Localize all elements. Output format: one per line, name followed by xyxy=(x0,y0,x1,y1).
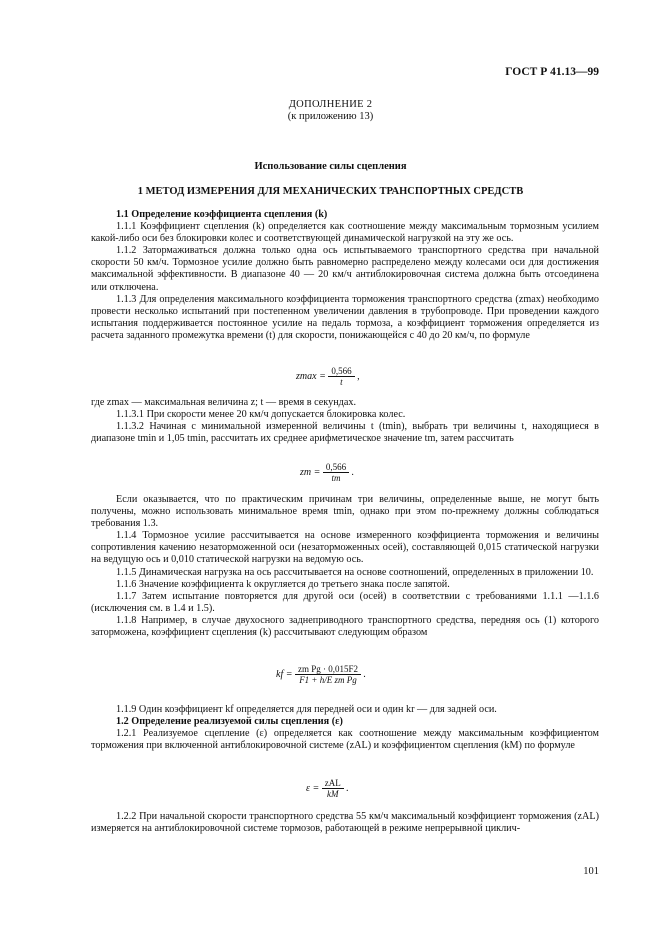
paragraph: 1.1.7 Затем испытание повторяется для другой оси (осей) в соответствии с требованиями 1.1.1 —1.1.6 (исключения см. в 1.4 и 1.5). xyxy=(91,590,599,614)
subsection-title: 1.1 Определение коэффициента сцепления (k) xyxy=(116,209,328,220)
paragraph: 1.1.4 Тормозное усилие рассчитывается на основе измеренного коэффициента торможения и величины сопротивления качению незаторможенной оси (незаторможенных осей), составляющей 0,015 статической нагрузки на ведущую ось и 0,010 статической нагрузки на ведомую ось. xyxy=(91,530,599,566)
paragraph: 1.1.6 Значение коэффициента k округляется до третьего знака после запятой. xyxy=(116,578,450,590)
denominator: F1 + h/E zm Pg xyxy=(299,675,357,685)
fraction xyxy=(322,778,344,799)
paragraph: 1.1.9 Один коэффициент kf определяется для передней оси и один kr — для задней оси. xyxy=(116,704,497,715)
text-block-4 xyxy=(91,704,599,752)
denominator: kM xyxy=(326,789,339,799)
page-number: 101 xyxy=(583,866,599,877)
numerator: 0,566 xyxy=(328,366,354,377)
fraction xyxy=(295,664,361,685)
paragraph: 1.1.8 Например, в случае двухосного заднеприводного транспортного средства, передняя ось (1) которого заторможена, коэффициент сцепления (k) рассчитывают следующим образом xyxy=(91,614,599,639)
text-block-5 xyxy=(91,811,599,835)
section-title: Использование силы сцепления xyxy=(254,161,407,172)
paragraph: 1.1.1 Коэффициент сцепления (k) определяется как соотношение между максимальным тормозным усилием какой-либо оси без блокировки колес и соответствующей динамической нагрузкой на эту же ось. xyxy=(91,221,599,245)
formula-tail: . xyxy=(363,668,366,680)
formula-tail: . xyxy=(346,782,349,794)
numerator: 0,566 xyxy=(323,462,349,473)
subsection-title: 1.2 Определение реализуемой силы сцепления (ε) xyxy=(116,716,343,728)
formula-lhs: zmax xyxy=(296,370,317,382)
formula-lhs: kf xyxy=(276,668,284,680)
formula-zmax: zmax = $\frac{0,566}{t}$ , xyxy=(296,366,360,387)
denominator: tm xyxy=(331,473,341,483)
addendum-title: ДОПОЛНЕНИЕ 2 xyxy=(288,99,373,110)
numerator: zAL xyxy=(322,778,344,789)
paragraph: 1.2.1 Реализуемое сцепление (ε) определяется как соотношение между максимальным коэффициентом торможения при включенной антиблокировочной системе (zAL) и коэффициентом сцепления (kM) по формуле xyxy=(91,728,599,752)
paragraph: 1.2.2 При начальной скорости транспортного средства 55 км/ч максимальный коэффициент торможения (zAL) измеряется на антиблокировочной системе тормозов, работающей в режиме непрерывной циклич- xyxy=(91,811,599,835)
method-title: 1 МЕТОД ИЗМЕРЕНИЯ ДЛЯ МЕХАНИЧЕСКИХ ТРАНСПОРТНЫХ СРЕДСТВ xyxy=(137,186,524,197)
paragraph: 1.1.2 Затормаживаться должна только одна ось испытываемого транспортного средства при начальной скорости 50 км/ч. Тормозное усилие должно быть равномерно распределено между колесами оси для достижения максимальной эффективности. В диапазоне 40 — 20 км/ч антиблокировочная система должна быть отсоединена или отключена. xyxy=(91,245,599,293)
formula-epsilon: ε = zAL kM . xyxy=(306,778,349,799)
paragraph: Если оказывается, что по практическим причинам три величины, определенные выше, не могут быть получены, можно использовать минимальное время tmin, однако при этом по-прежнему должны соблюдаться требования 1.3. xyxy=(91,494,599,530)
formula-tail: , xyxy=(357,370,360,382)
paragraph: 1.1.3 Для определения максимального коэффициента торможения транспортного средства (zmax) необходимо провести несколько испытаний при постепенном увеличении давления в трубопроводе. При проведении каждого испытания поддерживается постоянное усилие на педаль тормоза, а коэффициент торможения определяется из расчета заданного промежутка времени (t) для скорости, понижающейся с 40 до 20 км/ч, по формуле xyxy=(91,293,599,341)
paragraph: 1.1.3.1 При скорости менее 20 км/ч допускается блокировка колес. xyxy=(116,409,406,421)
formula-kf: kf = $\frac{\text{zm Pg · 0,015F2}}{\text{F1 + h/E zm Pg}}$ . xyxy=(276,664,366,685)
formula-zm: zm = $\frac{0,566}{tm}$ . xyxy=(300,462,355,483)
paragraph: 1.1.5 Динамическая нагрузка на ось рассчитывается на основе соотношений, определенных в приложении 10. xyxy=(116,566,594,578)
formula-lhs: zm xyxy=(300,466,312,478)
denominator: t xyxy=(340,377,343,387)
formula-tail: . xyxy=(351,466,355,478)
gost-header: ГОСТ Р 41.13—99 xyxy=(505,66,599,78)
addendum-subtitle: (к приложению 13) xyxy=(287,111,374,122)
text-block-3 xyxy=(91,494,599,639)
paragraph: где zmax — максимальная величина z; t — время в секундах. xyxy=(91,397,356,408)
text-block-2 xyxy=(91,397,599,445)
fraction xyxy=(323,462,349,483)
paragraph: 1.1.3.2 Начиная с минимальной измеренной величины t (tmin), выбрать три величины t, находящиеся в диапазоне tmin и 1,05 tmin, рассчитать их среднее арифметическое значение tm, затем рассчитать xyxy=(91,421,599,445)
fraction xyxy=(328,366,354,387)
text-block-1 xyxy=(91,209,599,342)
formula-lhs: ε xyxy=(306,782,310,794)
numerator: zm Pg · 0,015F2 xyxy=(295,664,361,675)
